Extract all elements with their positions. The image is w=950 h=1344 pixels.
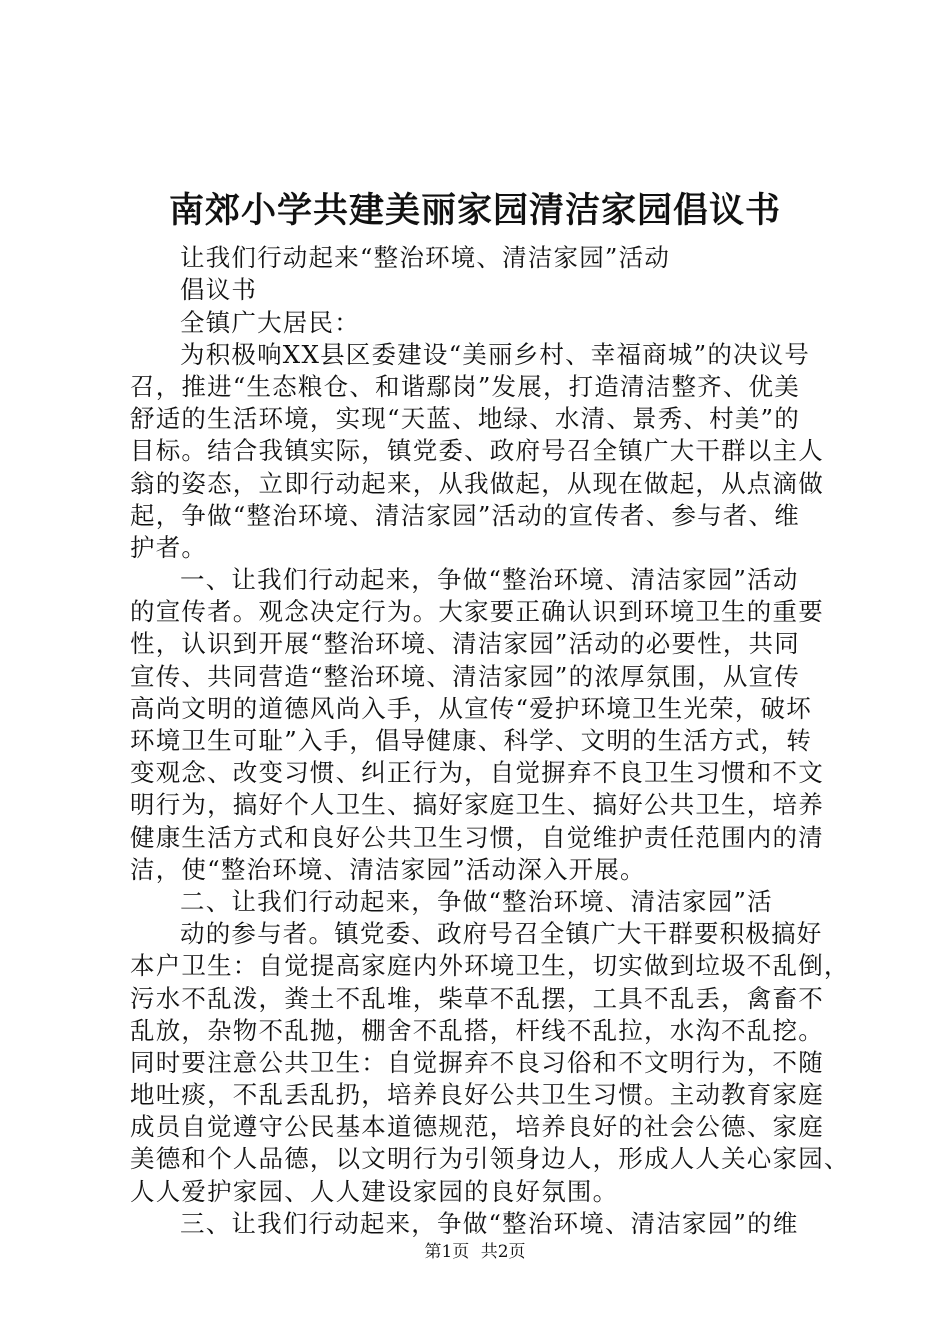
page-number: 第1页 [424,1242,470,1262]
text-line: 翁的姿态，立即行动起来，从我做起，从现在做起，从点滴做 [130,468,824,498]
text-line: 洁，使“整治环境、清洁家园”活动深入开展。 [130,854,646,884]
text-line: 同时要注意公共卫生：自觉摒弃不良习俗和不文明行为，不随 [130,1047,824,1077]
text-line: 高尚文明的道德风尚入手，从宣传“爱护环境卫生光荣，破坏 [130,693,812,723]
text-line: 一、让我们行动起来，争做“整治环境、清洁家园”活动 [180,565,799,595]
text-line: 召，推进“生态粮仓、和谐鄢岗”发展，打造清洁整齐、优美 [130,371,800,401]
page-footer [0,1240,950,1264]
text-line: 目标。结合我镇实际，镇党委、政府号召全镇广大干群以主人 [130,436,824,466]
text-line: 动的参与者。镇党委、政府号召全镇广大干群要积极搞好 [180,919,823,949]
text-line: 成员自觉遵守公民基本道德规范，培养良好的社会公德、家庭 [130,1112,824,1142]
document-title: 南郊小学共建美丽家园清洁家园倡议书 [168,190,781,231]
text-line: 全镇广大居民： [180,307,360,337]
text-line: 明行为，搞好个人卫生、搞好家庭卫生、搞好公共卫生，培养 [130,790,824,820]
text-line: 倡议书 [180,275,258,305]
text-line: 二、让我们行动起来，争做“整治环境、清洁家园”活 [180,886,773,916]
document-body [130,210,850,1240]
text-line: 的宣传者。观念决定行为。大家要正确认识到环境卫生的重要 [130,597,824,627]
text-line: 本户卫生：自觉提高家庭内外环境卫生，切实做到垃圾不乱倒， [130,951,850,981]
text-line: 为积极响XX县区委建设“美丽乡村、幸福商城”的决议号 [180,339,811,369]
text-line: 人人爱护家园、人人建设家园的良好氛围。 [130,1176,619,1206]
text-line: 乱放，杂物不乱抛，棚舍不乱搭，杆线不乱拉，水沟不乱挖。 [130,1015,824,1045]
text-line: 地吐痰，不乱丢乱扔，培养良好公共卫生习惯。主动教育家庭 [130,1080,824,1110]
text-line: 健康生活方式和良好公共卫生习惯，自觉维护责任范围内的清 [130,822,824,852]
text-line: 污水不乱泼，粪土不乱堆，柴草不乱摆，工具不乱丢，禽畜不 [130,983,824,1013]
text-line: 舒适的生活环境，实现“天蓝、地绿、水清、景秀、村美”的 [130,404,800,434]
text-line: 让我们行动起来“整治环境、清洁家园”活动 [180,243,671,273]
text-line: 变观念、改变习惯、纠正行为，自觉摒弃不良卫生习惯和不文 [130,758,824,788]
text-line: 起，争做“整治环境、清洁家园”活动的宣传者、参与者、维 [130,500,800,530]
text-line: 三、让我们行动起来，争做“整治环境、清洁家园”的维 [180,1208,799,1238]
text-line: 护者。 [130,532,208,562]
text-line: 美德和个人品德，以文明行为引领身边人，形成人人关心家园、 [130,1144,850,1174]
page-total: 共2页 [480,1242,526,1262]
text-line: 性，认识到开展“整治环境、清洁家园”活动的必要性，共同 [130,629,800,659]
text-line: 宣传、共同营造“整治环境、清洁家园”的浓厚氛围，从宣传 [130,661,800,691]
text-line: 环境卫生可耻”入手，倡导健康、科学、文明的生活方式，转 [130,726,812,755]
